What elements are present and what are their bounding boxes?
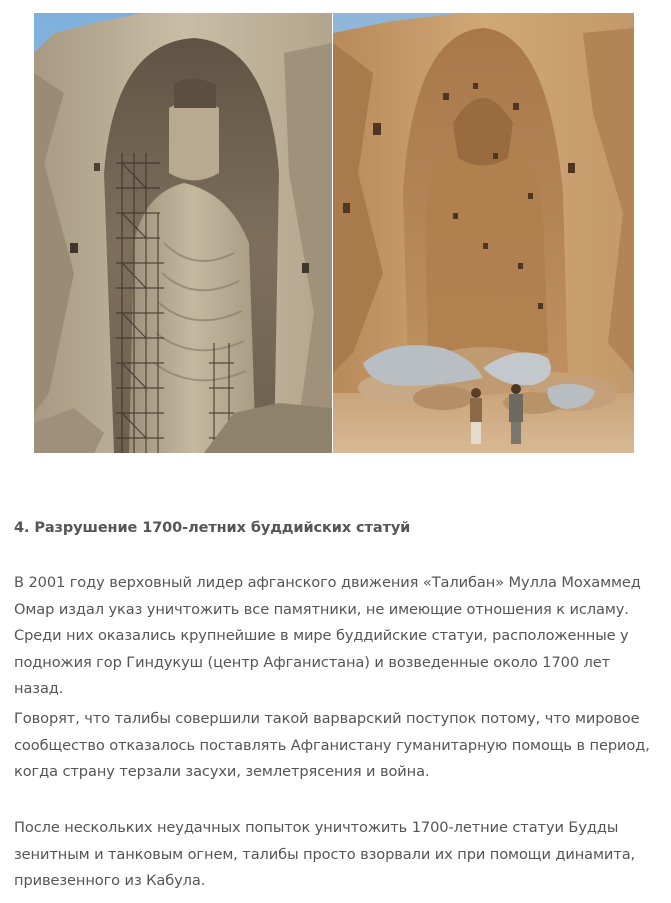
article-paragraph-1: В 2001 году верховный лидер афганского движения «Талибан» Мулла Мохаммед Омар издал указ уничтожить все памятники, не имеющие отношения к исламу. Среди них оказались крупнейшие в мире буддийские статуи, расположенные у подножия гор Гиндукуш (центр Афганистана) и возведенные около 1700 лет назад.	[14, 574, 641, 697]
article-heading: 4. Разрушение 1700-летних буддийских статуй	[14, 520, 411, 536]
article-paragraph-3: После нескольких неудачных попыток уничтожить 1700-летние статуи Будды зенитным и танковым огнем, талибы просто взорвали их при помощи динамита, привезенного из Кабула.	[14, 819, 636, 889]
empty-niche-photo	[333, 13, 634, 453]
article-photo	[34, 13, 634, 453]
buddha-statue-photo	[34, 13, 332, 453]
article-paragraph-2: Говорят, что талибы совершили такой варварский поступок потому, что мировое сообщество отказалось поставлять Афганистану гуманитарную помощь в период, когда страну терзали засухи, землетрясения и война.	[14, 710, 650, 780]
